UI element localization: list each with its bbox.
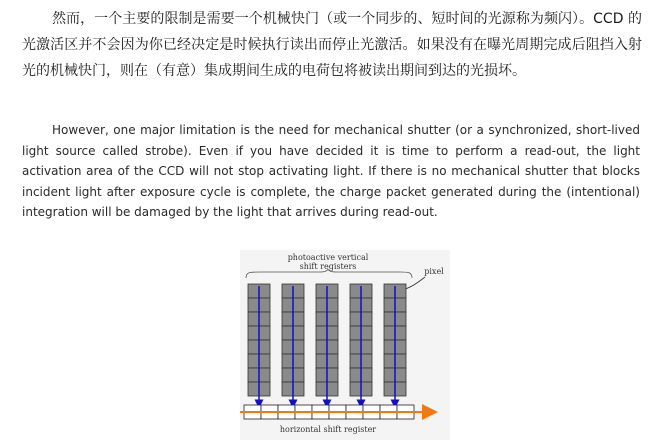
ccd-column <box>384 284 406 404</box>
vertical-shift-registers <box>248 284 406 404</box>
english-paragraph: However, one major limitation is the need for mechanical shutter (or a synchronized, short-lived light source called strobe). Even if you have decided it is time to perform a read-out, the light activation area of the CCD will not stop activating light. If there is no mechanical shutter that blocks incident light after exposure cycle is complete, the charge packet generated during the (intentional) integration will be damaged by the light that arrives during read-out. <box>22 123 640 219</box>
ccd-column <box>248 284 270 404</box>
bottom-label: horizontal shift register <box>279 425 377 434</box>
top-brace <box>246 269 412 278</box>
ccd-column <box>316 284 338 404</box>
pixel-label: pixel <box>424 267 444 276</box>
chinese-paragraph: 然而，一个主要的限制是需要一个机械快门（或一个同步的、短时间的光源称为频闪）。CCD 的光激活区并不会因为你已经决定是时候执行读出而停止光激活。如果没有在曝光周期完成后阻挡入射光的机械快门，则在（有意）集成期间生成的电荷包将被读出期间到达的光损坏。 <box>22 11 642 79</box>
ccd-diagram <box>240 250 450 440</box>
top-label-line2: shift registers <box>299 262 357 271</box>
ccd-readout-figure <box>240 250 450 440</box>
top-label-line1: photoactive vertical <box>287 253 369 262</box>
ccd-column <box>282 284 304 404</box>
ccd-column <box>350 284 372 404</box>
